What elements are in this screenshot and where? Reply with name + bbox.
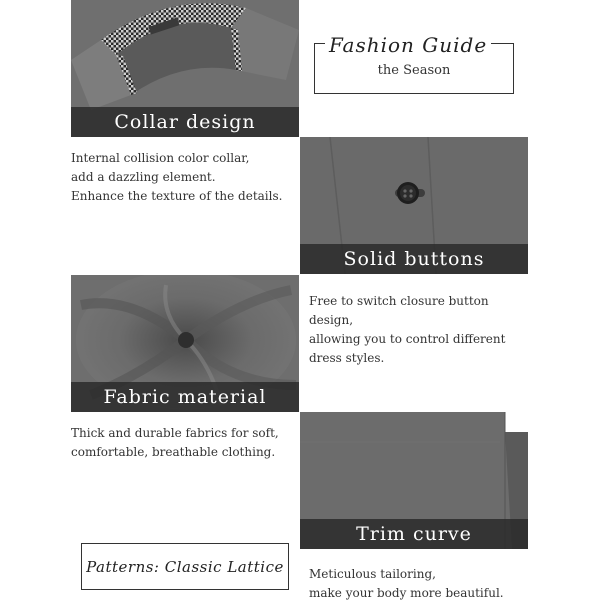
description-line: allowing you to control different: [309, 332, 506, 346]
patterns-label: Patterns: Classic Lattice: [86, 557, 284, 576]
buttons-caption: Solid buttons: [300, 244, 528, 274]
collar-caption: Collar design: [71, 107, 299, 137]
description-line: design,: [309, 313, 354, 327]
trim-photo: [300, 412, 528, 549]
trim-caption: Trim curve: [300, 519, 528, 549]
description-line: make your body more beautiful.: [309, 586, 504, 600]
description-line: Free to switch closure button: [309, 294, 489, 308]
description-line: Meticulous tailoring,: [309, 567, 436, 581]
description-line: Enhance the texture of the details.: [71, 189, 283, 203]
description-line: Internal collision color collar,: [71, 151, 250, 165]
fabric-photo: [71, 275, 299, 412]
fashion-guide-box: [314, 33, 514, 94]
guide-subtitle: the Season: [377, 63, 451, 78]
guide-title: Fashion Guide: [325, 33, 491, 57]
buttons-description: [309, 292, 505, 368]
description-line: add a dazzling element.: [71, 170, 216, 184]
collar-photo: [71, 0, 299, 137]
description-line: dress styles.: [309, 351, 385, 365]
patterns-label-box: [81, 543, 289, 590]
fabric-description: [71, 424, 279, 462]
collar-description: [71, 149, 282, 206]
buttons-photo: [300, 137, 528, 274]
trim-description: [309, 565, 504, 603]
description-line: Thick and durable fabrics for soft,: [71, 426, 279, 440]
description-line: comfortable, breathable clothing.: [71, 445, 276, 459]
fabric-caption: Fabric material: [71, 382, 299, 412]
